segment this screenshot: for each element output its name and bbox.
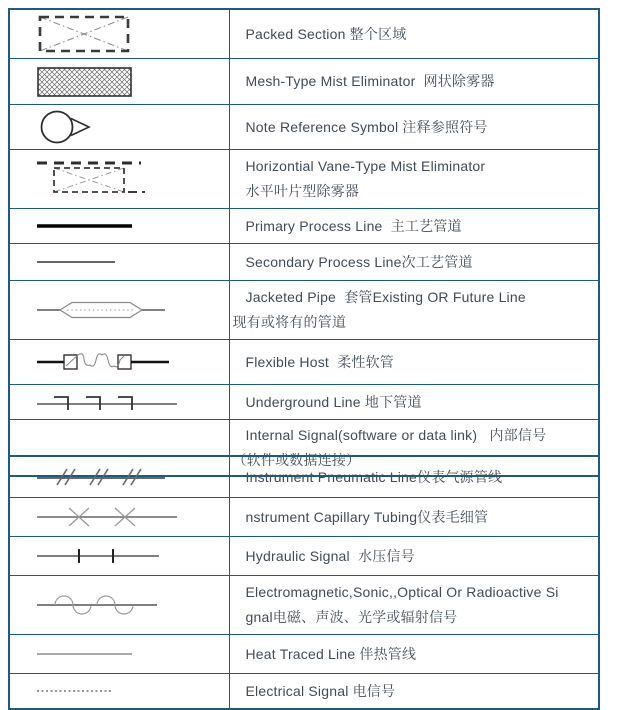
description-cell [229,59,599,105]
piping-symbols-table [8,8,600,477]
symbol-cell [9,281,229,340]
description-cell [229,150,599,209]
table-row [9,340,599,385]
description-text: Secondary Process Line次工艺管道 [245,253,473,270]
description-text: Flexible Host 柔性软管 [245,353,394,370]
signal-lines-table [8,455,600,710]
description-cell [229,576,599,635]
table-row [9,456,599,498]
symbol-cell [9,456,229,498]
description-cell [229,9,599,59]
symbol-cell [9,244,229,281]
primary-process-line-symbol [37,222,132,230]
description-cell [229,537,599,576]
description-text: 现有或将有的管道 [232,314,347,330]
description-cell [229,385,599,420]
electromagnetic-sonic-optical-radioactive-signal-symbol [37,592,157,618]
table-row [9,498,599,537]
description-cell [229,105,599,150]
packed-section-symbol [37,12,132,56]
flexible-hose-symbol [37,349,169,375]
table-row [9,635,599,674]
symbol-cell [9,209,229,244]
instrument-pneumatic-line-symbol [37,466,165,488]
description-text: Electromagnetic,Sonic,,Optical Or Radioactive Si [245,584,559,600]
symbol-cell [9,498,229,537]
table-row [9,244,599,281]
symbol-cell [9,59,229,105]
description-text: （软件或数据连接） [232,451,361,468]
description-cell [229,635,599,674]
table-row [9,59,599,105]
instrument-capillary-tubing-symbol [37,506,177,528]
table-row [9,9,599,59]
description-text: Primary Process Line 主工艺管道 [245,217,462,234]
table-row [9,150,599,209]
description-text: Note Reference Symbol 注释参照符号 [245,118,488,135]
table-row [9,281,599,340]
description-cell [229,244,599,281]
table-row [9,209,599,244]
symbol-cell [9,385,229,420]
description-cell [229,456,599,498]
description-text: Internal Signal(software or data link) 内部信号 [245,426,547,443]
symbol-cell [9,150,229,209]
electrical-signal-symbol [37,688,111,694]
secondary-process-line-symbol [37,259,115,265]
table-row [9,674,599,710]
symbol-cell [9,537,229,576]
description-text: gnal电磁、声波、光学或辐射信号 [245,609,458,625]
table-row [9,537,599,576]
description-text: Instrument Pneumatic Line仪表气源管线 [245,468,503,485]
note-reference-symbol [37,106,95,148]
heat-traced-line-symbol [37,651,132,657]
description-text: nstrument Capillary Tubing仪表毛细管 [245,508,489,525]
description-text: Electrical Signal 电信号 [245,682,396,699]
symbol-cell [9,9,229,59]
horizontal-vane-type-mist-eliminator-symbol [37,157,149,201]
description-cell [229,498,599,537]
description-text: Jacketed Pipe 套管Existing OR Future Line [245,289,526,305]
table-row [9,105,599,150]
description-text: 水平叶片型除雾器 [245,183,360,199]
hydraulic-signal-symbol [37,547,159,565]
description-cell [229,674,599,710]
description-cell [229,340,599,385]
mesh-type-mist-eliminator-symbol [37,67,132,97]
description-text: Underground Line 地下管道 [245,393,422,410]
description-text: Packed Section 整个区域 [245,25,407,42]
description-cell [229,209,599,244]
jacketed-pipe-symbol [37,298,165,322]
description-text: Horizontial Vane-Type Mist Eliminator [245,158,486,174]
description-cell [229,281,599,340]
description-text: Hydraulic Signal 水压信号 [245,547,415,564]
description-text: Heat Traced Line 伴热管线 [245,645,417,662]
description-text: Mesh-Type Mist Eliminator 网状除雾器 [245,73,495,89]
symbol-cell [9,340,229,385]
symbol-cell [9,674,229,710]
table-row [9,576,599,635]
symbol-cell [9,576,229,635]
underground-line-symbol [37,391,177,413]
symbol-cell [9,105,229,150]
table-row [9,385,599,420]
symbol-cell [9,635,229,674]
